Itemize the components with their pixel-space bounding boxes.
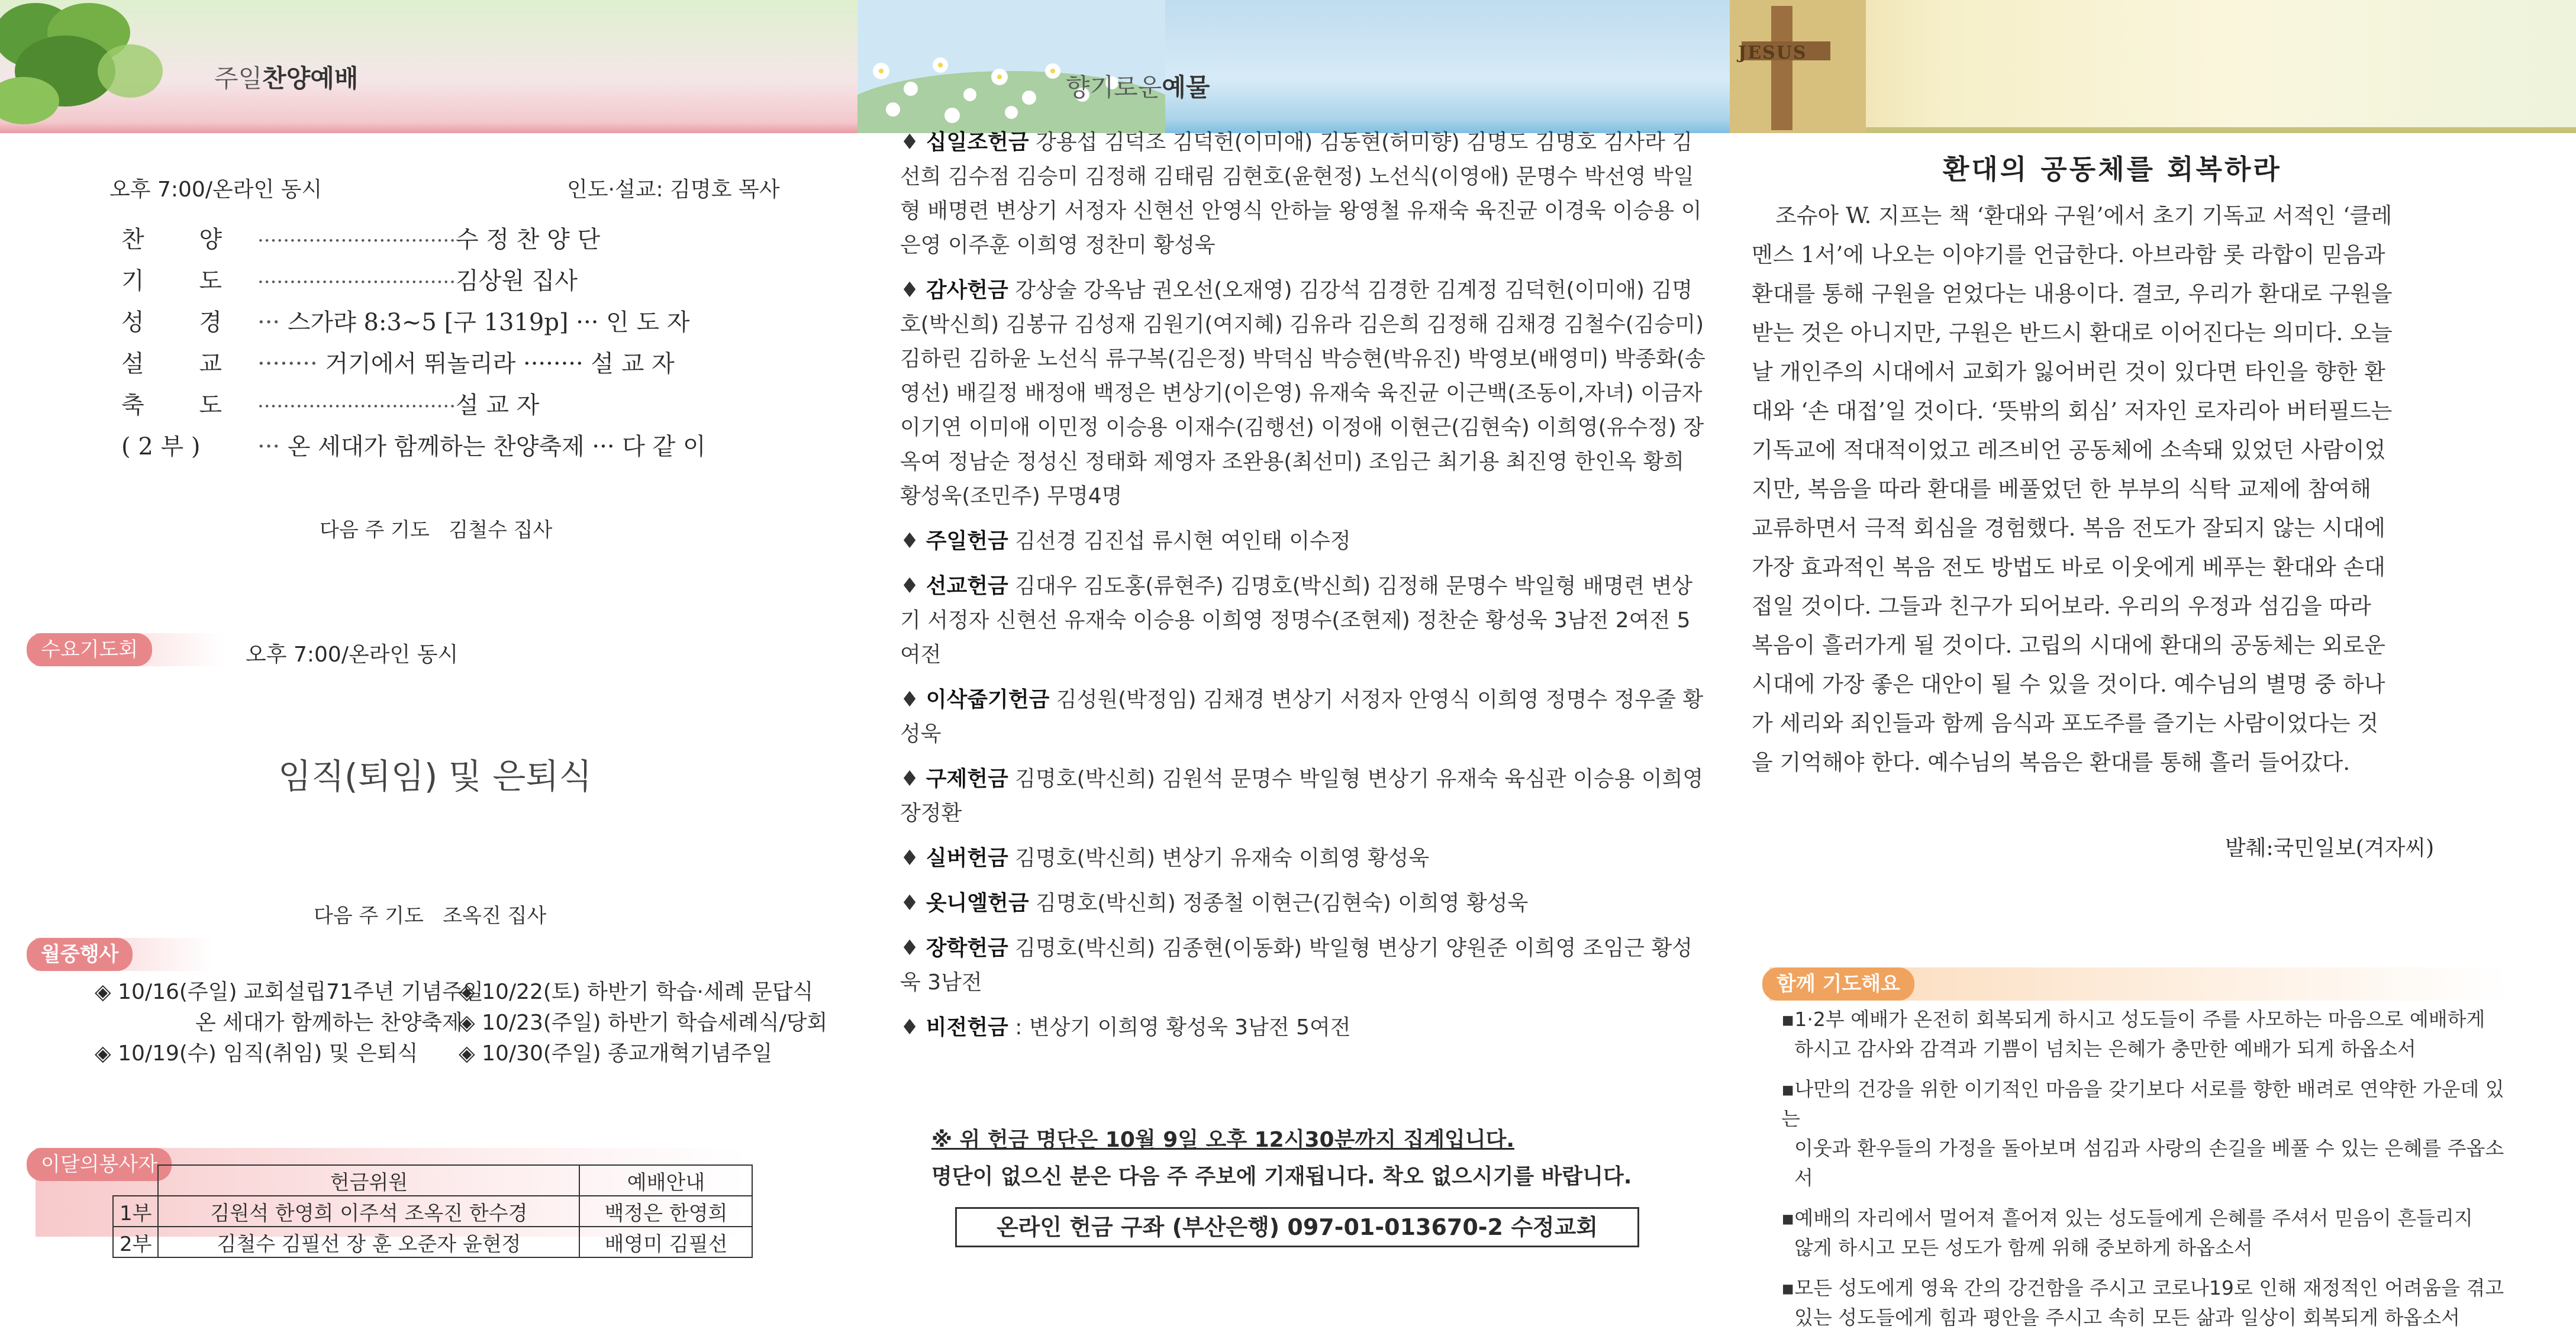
service-time: 오후 7:00/온라인 동시 bbox=[109, 178, 323, 202]
table-row: 2부 김철수 김필선 장 훈 오준자 윤현정 배영미 김필선 bbox=[113, 1227, 752, 1257]
notice-line: ※ 위 헌금 명단은 10월 9일 오후 12시30분까지 집계입니다. bbox=[931, 1128, 1515, 1152]
offerings-banner bbox=[857, 0, 1730, 133]
article-line: 가장 효과적인 복음 전도 방법도 바로 이웃에게 베푸는 환대와 손대 bbox=[1752, 554, 2385, 580]
offering-item: ♦ 실버헌금 김명호(박신희) 변상기 유재숙 이희영 황성욱 bbox=[900, 846, 1430, 870]
offering-item: ♦ 비전헌금 : 변상기 이희영 황성욱 3남전 5여전 bbox=[900, 1015, 1351, 1040]
prayer-item: ▪1·2부 예배가 온전히 회복되게 하시고 성도들이 주를 사모하는 마음으로 예배하게 하시고 감사와 감격과 기쁨이 넘치는 은혜가 충만한 예배가 되게 하옵소서 bbox=[1781, 1008, 2485, 1060]
flowers-icon bbox=[857, 0, 1165, 133]
article-title: 환대의 공동체를 회복하라 bbox=[1943, 153, 2282, 185]
article-line: 멘스 1서’에 나오는 이야기를 언급한다. 아브라함 롯 라합이 믿음과 bbox=[1752, 242, 2385, 267]
monthly-events-label: 월중행사 bbox=[27, 938, 133, 971]
leader: 인도·설교: 김명호 목사 bbox=[567, 178, 780, 202]
offering-item: ♦ 주일헌금 김선경 김진섭 류시현 여인태 이수정 bbox=[900, 529, 1351, 553]
order-row: 찬 양 ·······························수 정 찬 양 단 bbox=[121, 226, 601, 253]
banner-title: 주일찬양예배 bbox=[214, 64, 359, 93]
article-line: 가 세리와 죄인들과 함께 음식과 포도주를 즐기는 사람이었다는 것 bbox=[1752, 711, 2379, 736]
offering-item: ♦ 이삭줍기헌금 김성원(박정임) 김채경 변상기 서정자 안영식 이희영 정명수 정우줄 황성욱 bbox=[900, 688, 1704, 746]
article-line: 지만, 복음을 따라 환대를 베풀었던 한 부부의 식탁 교제에 참여해 bbox=[1752, 476, 2371, 502]
pray-together-label: 함께 기도해요 bbox=[1762, 967, 1914, 1001]
event-item: ◈ 10/16(주일) 교회설립71주년 기념주일 bbox=[95, 980, 483, 1004]
order-row: 성 경 ··· 스가랴 8:3~5 [구 1319p] ··· 인 도 자 bbox=[121, 309, 690, 336]
notice-line: 명단이 없으신 분은 다음 주 주보에 기재됩니다. 착오 없으시기를 바랍니다. bbox=[931, 1164, 1632, 1189]
order-row: 기 도 ·······························김상원 집사 bbox=[121, 267, 578, 295]
article-line: 교류하면서 극적 회심을 경험했다. 복음 전도가 잘되지 않는 시대에 bbox=[1752, 515, 2385, 541]
article-line: 대와 ‘손 대접’일 것이다. ‘뜻밖의 회심’ 저자인 로자리아 버터필드는 bbox=[1752, 398, 2393, 424]
order-row: 축 도 ·······························설 교 자 bbox=[121, 392, 540, 419]
cross-icon bbox=[1730, 0, 1866, 133]
online-account-box: 온라인 헌금 구좌 (부산은행) 097-01-013670-2 수정교회 bbox=[955, 1207, 1639, 1247]
banner-title: 향기로운예물 bbox=[1066, 73, 1210, 102]
table-header: 헌금위원 bbox=[158, 1165, 579, 1196]
order-row: 설 교 ········ 거기에서 뛰놀리라 ········ 설 교 자 bbox=[121, 350, 675, 378]
offerings-panel bbox=[857, 0, 1730, 1342]
event-item: ◈ 10/19(수) 임직(취임) 및 은퇴식 bbox=[95, 1041, 418, 1066]
table-header-row bbox=[113, 1165, 752, 1196]
servants-table bbox=[112, 1164, 753, 1258]
event-title: 임직(퇴임) 및 은퇴식 bbox=[278, 756, 592, 796]
article-line: 시대에 가장 좋은 대안이 될 수 있을 것이다. 예수님의 별명 중 하나 bbox=[1752, 672, 2385, 697]
servants-label: 이달의봉사자 bbox=[27, 1148, 172, 1181]
article-line: 복음이 흘러가게 될 것이다. 고립의 시대에 환대의 공동체는 외로운 bbox=[1752, 633, 2385, 658]
prayer-item: ▪모든 성도에게 영육 간의 강건함을 주시고 코로나19로 인해 재정적인 어려움을 겪고 있는 성도들에게 힘과 평안을 주시고 속히 모든 삶과 일상이 회복되게 하옵소서 bbox=[1781, 1276, 2504, 1329]
offering-item: ♦ 구제헌금 김명호(박신희) 김원석 문명수 박일형 변상기 유재숙 육심관 이승용 이희영 장정환 bbox=[900, 767, 1704, 825]
table-row: 1부 김원석 한영희 이주석 조옥진 한수경 백정은 한영희 bbox=[113, 1196, 752, 1227]
event-item: ◈ 10/23(주일) 하반기 학습세례식/당회 bbox=[459, 1011, 828, 1035]
offering-item: ♦ 선교헌금 김대우 김도홍(류현주) 김명호(박신희) 김정해 문명수 박일형 배명련 변상기 서정자 신현선 유재숙 이승용 이희영 정명수(조현제) 정찬순 황성욱 3남전 2여전 5여전 bbox=[900, 574, 1693, 667]
order-row: ( 2 부 ) ··· 온 세대가 함께하는 찬양축제 ··· 다 같 이 bbox=[121, 433, 706, 460]
offering-item: ♦ 십일조헌금 강용섭 김덕조 김덕헌(이미애) 김동현(허미향) 김명도 김명호 김사라 김선희 김수점 김승미 김정해 김태림 김현호(윤현정) 노선식(이영애) 문명수 박선영 박일형 배명련 변상기 서정자 신현선 안영식 안하늘 왕영철 유재숙 육진균 이경욱 이승용 이은영 이주훈 이희영 정찬미 황성욱 bbox=[900, 130, 1702, 257]
article-body bbox=[1752, 196, 2497, 782]
next-week-prayer: 다음 주 기도 김철수 집사 bbox=[320, 518, 553, 542]
article-line: 을 기억해야 한다. 예수님의 복음은 환대를 통해 흘러 들어갔다. bbox=[1752, 750, 2351, 775]
offering-list bbox=[900, 125, 1706, 1045]
article-line: 기독교에 적대적이었고 레즈비언 공동체에 소속돼 있었던 사람이었 bbox=[1752, 437, 2386, 463]
article-line: 접일 것이다. 그들과 친구가 되어보라. 우리의 우정과 섬김을 따라 bbox=[1752, 593, 2371, 619]
wednesday-time: 오후 7:00/온라인 동시 bbox=[246, 643, 459, 667]
article-banner bbox=[1730, 0, 2576, 133]
event-item: 온 세대가 함께하는 찬양축제 bbox=[195, 1011, 463, 1035]
jesus-sign: JESUS bbox=[1738, 43, 1807, 63]
sunday-service-banner bbox=[0, 0, 857, 133]
offering-item: ♦ 장학헌금 김명호(박신희) 김종현(이동화) 박일형 변상기 양원준 이희영 조임근 황성욱 3남전 bbox=[900, 936, 1693, 995]
article-source: 발췌:국민일보(겨자씨) bbox=[2225, 836, 2435, 860]
offering-item: ♦ 감사헌금 강상술 강옥남 권오선(오재영) 김강석 김경한 김계정 김덕헌(이미애) 김명호(박신희) 김봉규 김성재 김원기(여지혜) 김유라 김은희 김정해 김채경 김철수(김승미) 김하린 김하윤 노선식 류구복(김은정) 박덕심 박승현(박유진) 박영보(배영미) 박종화(송영선) 배길정 배정애 백정은 변상기(이은영) 유재숙 육진균 이근백(조동이,자녀) 이금자 이기연 이미애 이민정 이승용 이재수(김행선) 이정애 이현근(김현숙) 이희영(유수정) 장옥여 정남순 정성신 정태화 제영자 조완용(최선미) 조임근 최기용 최진영 한인옥 황희 황성욱(조민주) 무명4명 bbox=[900, 278, 1705, 508]
event-item: ◈ 10/30(주일) 종교개혁기념주일 bbox=[459, 1041, 773, 1066]
next-week-prayer: 다음 주 기도 조옥진 집사 bbox=[314, 904, 547, 928]
table-header: 예배안내 bbox=[579, 1165, 752, 1196]
prayer-item: ▪예배의 자리에서 멀어져 흩어져 있는 성도들에게 은혜를 주셔서 믿음이 흔들리지 않게 하시고 모든 성도가 함께 위해 중보하게 하옵소서 bbox=[1781, 1206, 2473, 1259]
event-item: ◈ 10/22(토) 하반기 학습·세례 문답식 bbox=[459, 980, 814, 1004]
wednesday-prayer-label: 수요기도회 bbox=[27, 633, 152, 666]
sunday-service-panel bbox=[0, 0, 857, 1342]
article-line: 받는 것은 아니지만, 구원은 반드시 환대로 이어진다는 의미다. 오늘 bbox=[1752, 320, 2393, 346]
clover-icon bbox=[0, 0, 195, 133]
article-line: 조슈아 W. 지프는 책 ‘환대와 구원’에서 초기 기독교 서적인 ‘클레 bbox=[1775, 203, 2393, 228]
article-line: 환대를 통해 구원을 얻었다는 내용이다. 결코, 우리가 환대로 구원을 bbox=[1752, 281, 2393, 307]
offering-item: ♦ 옷니엘헌금 김명호(박신희) 정종철 이현근(김현숙) 이희영 황성욱 bbox=[900, 891, 1529, 915]
prayer-item: ▪나만의 건강을 위한 이기적인 마음을 갖기보다 서로를 향한 배려로 연약한 가운데 있는 이웃과 환우들의 가정을 돌아보며 섬김과 사랑의 손길을 베풀 수 있는 은혜를 주옵소서 bbox=[1781, 1078, 2504, 1189]
article-line: 날 개인주의 시대에서 교회가 잃어버린 것이 있다면 타인을 향한 환 bbox=[1752, 359, 2385, 385]
prayer-list bbox=[1781, 1005, 2509, 1333]
